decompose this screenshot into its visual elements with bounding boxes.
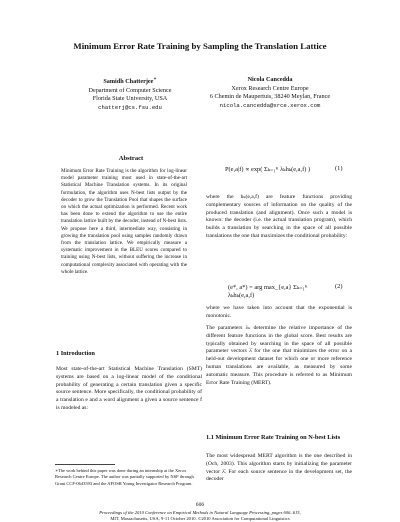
author-block-2 — [195, 76, 345, 110]
author-affiliation: Department of Computer Science — [88, 86, 172, 94]
paragraph: where we have taken into account that the exponential is monotonic. — [206, 305, 352, 319]
paper-title: Minimum Error Rate Training by Sampling the Translation Lattice — [73, 41, 327, 51]
author-email: nicola.cancedda@xrce.xerox.com — [219, 101, 321, 109]
section-heading: 1 Introduction — [56, 350, 95, 357]
author-email: chatterj@cs.fsu.edu — [98, 103, 162, 111]
intro-paragraph: Most state-of-the-art Statistical Machine Translation (SMT) systems are based on a log-linear model of the conditional probability of generating a certain translation given a specific source sentence. More specifically, the conditional probability of a translation e and a word alignment a given a source sentence f is modeled as: — [56, 366, 202, 411]
author-affiliation: Xerox Research Centre Europe — [231, 84, 309, 92]
author-name: Nicola Cancedda — [247, 76, 293, 83]
author-name: Samidh Chatterjee — [103, 78, 154, 86]
proceedings-footer — [0, 510, 400, 522]
footnote: ∗The work behind this paper was done during an internship at the Xerox Research Centre Europe. The author was partially supported by NSF through Grant CCF-0643593 and the AFOSR Young Investigator Research Program. — [55, 468, 194, 486]
abstract-heading: Abstract — [118, 155, 144, 162]
equation-2-number: (2) — [335, 283, 343, 290]
subsection-heading: 1.1 Minimum Error Rate Training on N-best Lists — [206, 434, 341, 441]
footer-line: Proceedings of the 2010 Conference on Empirical Methods in Natural Language Processing, pages 606–615, — [99, 510, 301, 515]
equation-1: P(e,a|f) ∝ exp( Σₖ₌₁ᴷ λₖhₖ(e,a,f) ) — [225, 166, 311, 173]
footnote-rule — [55, 464, 115, 465]
paragraph: The most widespread MERT algorithm is the one described in (Och, 2003). This algorithm starts by initializing the parameter vector λ̄. For each source sentence in the development set, the decoder — [206, 453, 352, 483]
equation-2: (e*, a*) = arg max_{e,a} Σₖ₌₁ᴷ λₖhₖ(e,a,f) — [228, 284, 308, 299]
paragraph: The parameters λₖ determine the relative importance of the different feature functions in the global score. Best results are typically obtained by searching in the space of all possible parameter vectors λ̄ for the one that minimizes the error on a held-out development dataset for which one or more reference human translations are available, as measured by some automatic measure. This procedure is referred to as Minimum Error Rate Training (MERT). — [206, 325, 352, 386]
abstract-text: Minimum Error Rate Training is the algorithm for log-linear model parameter training most used in state-of-the-art Statistical Machine Translation systems. In its original formulation, the algorithm uses N-best lists output by the decoder to grow the Translation Pool that shapes the surface on which the actual optimization is performed. Recent work has been done to extend the algorithm to use the entire translation lattice built by the decoder, instead of N-best lists. We propose here a third, intermediate way, consisting in growing the translation pool using samples randomly drawn from the translation lattice. We empirically measure a systematic improvement in the BLEU scores compared to training using N-best lists, without suffering the increase in computational complexity associated with operating with the whole lattice. — [61, 168, 187, 275]
footer-line: MIT, Massachusetts, USA, 9-11 October 2010. ©2010 Association for Computational Linguistics — [110, 516, 290, 521]
paragraph: where the hₖ(e,a,f) are feature functions providing complementary sources of information on the quality of the produced translation (and alignment). Once such a model is known: the decoder (i.e. the actual translation program), which builds a translation by searching in the space of all possible translations the one that maximizes the conditional probability: — [206, 194, 352, 239]
equation-1-number: (1) — [335, 165, 343, 172]
author-address: Florida State University, USA — [92, 95, 168, 103]
author-block-1 — [60, 76, 200, 112]
author-footnote-mark: ∗ — [153, 77, 157, 82]
page-number: 606 — [195, 502, 205, 508]
author-address: 6 Chemin de Maupertuis, 38240 Meylan, France — [209, 93, 331, 101]
